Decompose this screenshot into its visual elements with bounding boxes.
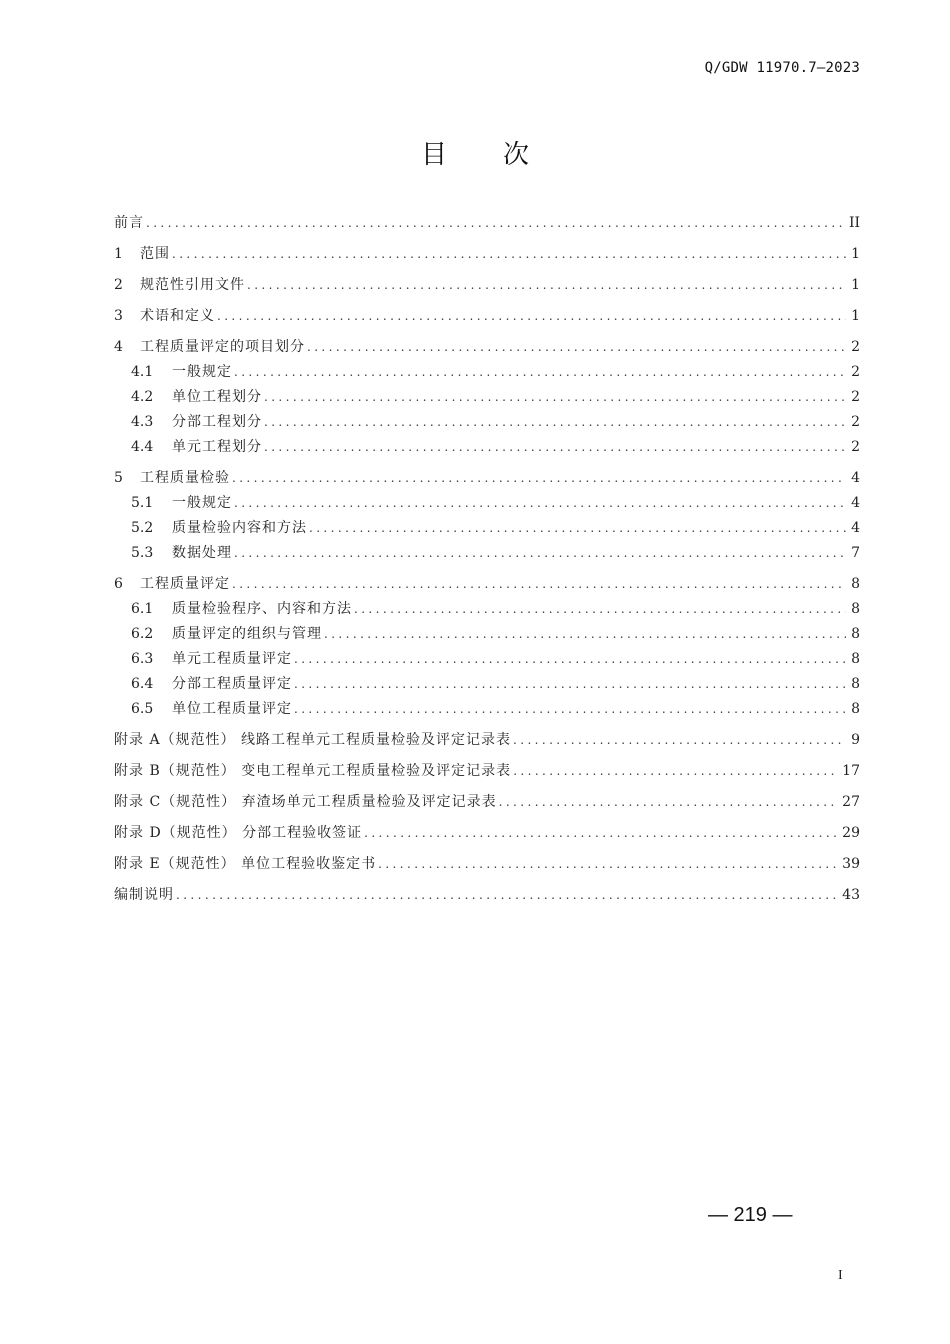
title-char-1: 目 [420,140,447,170]
toc-entry-2[interactable] [114,276,860,294]
dot-leader [146,214,845,232]
toc-number: 6.2 [131,626,154,642]
toc-page: 8 [851,576,860,592]
dot-leader [513,762,838,780]
toc-label: 前言 [114,215,144,231]
dot-leader [234,363,846,381]
toc-page: 2 [851,339,860,355]
dot-leader [513,731,846,749]
dot-leader [234,544,846,562]
toc-label: 单位工程划分 [172,389,262,405]
toc-entry-6-5[interactable] [114,700,860,718]
dot-leader [176,886,838,904]
toc-page: 8 [851,676,860,692]
toc-number: 5.1 [131,495,154,511]
toc-entry-5-1[interactable] [114,494,860,512]
table-of-contents [114,214,860,904]
toc-page: 2 [851,364,860,380]
toc-page: II [848,215,860,231]
toc-page: 2 [851,389,860,405]
toc-label: 范围 [140,246,170,262]
toc-entry-5[interactable] [114,469,860,487]
toc-page: 8 [851,601,860,617]
roman-page-number: I [838,1268,843,1283]
dot-leader [294,650,846,668]
toc-entry-1[interactable] [114,245,860,263]
toc-entry-4-2[interactable] [114,388,860,406]
dot-leader [264,438,846,456]
page-number: — 219 — [708,1204,793,1226]
toc-page: 2 [851,414,860,430]
toc-label: 工程质量评定 [140,576,230,592]
dot-leader [172,245,846,263]
toc-entry-6[interactable] [114,575,860,593]
toc-page: 8 [851,651,860,667]
dot-leader [354,600,846,618]
dot-leader [247,276,846,294]
toc-number: 6.4 [131,676,154,692]
toc-entry-6-2[interactable] [114,625,860,643]
toc-number: 4.2 [131,389,154,405]
toc-entry-4-3[interactable] [114,413,860,431]
dot-leader [309,519,846,537]
toc-label: 分部工程划分 [172,414,262,430]
dot-leader [294,675,846,693]
toc-label: 附录 C（规范性） 弃渣场单元工程质量检验及评定记录表 [114,794,497,810]
toc-page: 27 [842,794,860,810]
toc-label: 数据处理 [172,545,232,561]
toc-page: 9 [851,732,860,748]
toc-entry-appendix-e[interactable] [114,855,860,873]
dot-leader [499,793,839,811]
toc-entry-6-1[interactable] [114,600,860,618]
toc-entry-appendix-a[interactable] [114,731,860,749]
dot-leader [232,469,846,487]
toc-number: 4.3 [131,414,154,430]
toc-label: 单位工程质量评定 [172,701,292,717]
toc-entry-5-2[interactable] [114,519,860,537]
toc-entry-4[interactable] [114,338,860,356]
toc-number: 4.1 [131,364,154,380]
toc-label: 规范性引用文件 [140,277,245,293]
toc-label: 附录 E（规范性） 单位工程验收鉴定书 [114,856,377,872]
toc-label: 一般规定 [172,495,232,511]
dot-leader [364,824,838,842]
toc-number: 4.4 [131,439,154,455]
toc-label: 一般规定 [172,364,232,380]
toc-number: 1 [114,246,123,262]
toc-page: 29 [842,825,860,841]
toc-number: 2 [114,277,123,293]
dot-leader [324,625,846,643]
toc-page: 39 [842,856,860,872]
toc-number: 5.3 [131,545,154,561]
toc-entry-6-3[interactable] [114,650,860,668]
toc-number: 5 [114,470,123,486]
dot-leader [378,855,838,873]
toc-page: 8 [851,701,860,717]
toc-number: 6.1 [131,601,154,617]
toc-label: 附录 A（规范性） 线路工程单元工程质量检验及评定记录表 [114,732,512,748]
toc-entry-3[interactable] [114,307,860,325]
toc-page: 1 [851,308,860,324]
toc-page: 1 [851,246,860,262]
toc-label: 质量检验内容和方法 [172,520,307,536]
toc-label: 工程质量评定的项目划分 [140,339,305,355]
toc-number: 6.3 [131,651,154,667]
toc-page: 4 [851,520,860,536]
toc-entry-4-1[interactable] [114,363,860,381]
title-char-2: 次 [503,140,530,170]
toc-number: 4 [114,339,123,355]
toc-label: 术语和定义 [140,308,215,324]
dot-leader [294,700,846,718]
toc-number: 6 [114,576,123,592]
toc-page: 4 [851,470,860,486]
dot-leader [264,388,846,406]
toc-entry-5-3[interactable] [114,544,860,562]
toc-label: 单元工程划分 [172,439,262,455]
dot-leader [234,494,846,512]
toc-number: 3 [114,308,123,324]
dot-leader [307,338,846,356]
toc-page: 17 [842,763,860,779]
toc-entry-4-4[interactable] [114,438,860,456]
toc-label: 附录 B（规范性） 变电工程单元工程质量检验及评定记录表 [114,763,512,779]
standard-code: Q/GDW 11970.7—2023 [704,60,860,76]
toc-label: 单元工程质量评定 [172,651,292,667]
toc-entry-appendix-c[interactable] [114,793,860,811]
toc-entry-explanation[interactable] [114,886,860,904]
toc-page: 7 [851,545,860,561]
toc-page: 8 [851,626,860,642]
toc-page: 2 [851,439,860,455]
toc-entry-foreword[interactable] [114,214,860,232]
dot-leader [232,575,846,593]
dot-leader [217,307,846,325]
toc-label: 编制说明 [114,887,174,903]
toc-entry-appendix-b[interactable] [114,762,860,780]
dot-leader [264,413,846,431]
page-title [0,134,950,171]
toc-label: 工程质量检验 [140,470,230,486]
toc-label: 附录 D（规范性） 分部工程验收签证 [114,825,363,841]
toc-page: 1 [851,277,860,293]
toc-label: 分部工程质量评定 [172,676,292,692]
toc-page: 43 [842,887,860,903]
toc-number: 6.5 [131,701,154,717]
toc-page: 4 [851,495,860,511]
toc-label: 质量检验程序、内容和方法 [172,601,352,617]
toc-entry-6-4[interactable] [114,675,860,693]
toc-label: 质量评定的组织与管理 [172,626,322,642]
toc-number: 5.2 [131,520,154,536]
toc-entry-appendix-d[interactable] [114,824,860,842]
